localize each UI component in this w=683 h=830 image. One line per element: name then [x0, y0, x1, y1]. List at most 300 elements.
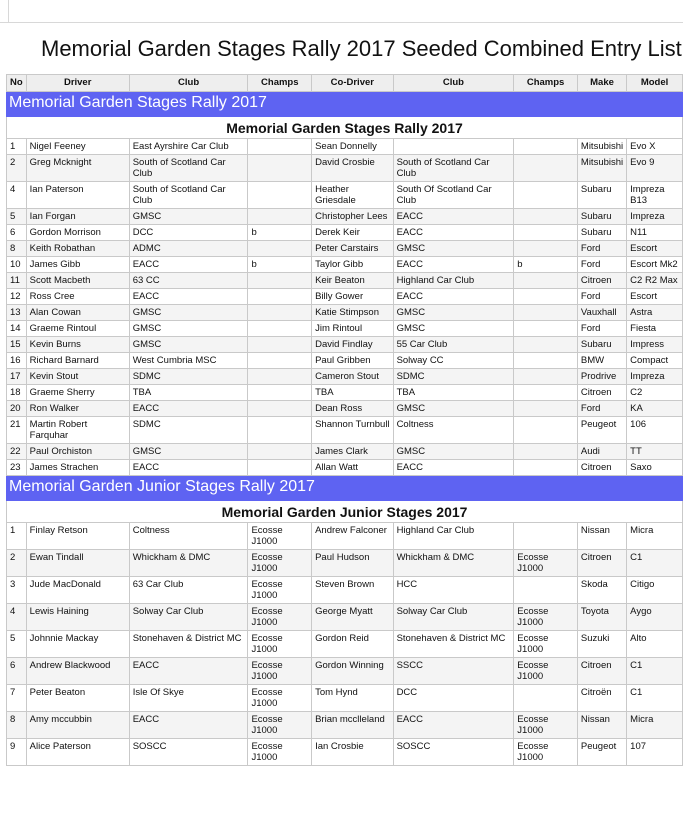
cell-co-club: Solway CC — [393, 353, 514, 369]
cell-champs — [248, 182, 312, 209]
cell-model: N11 — [627, 225, 683, 241]
cell-co-driver: TBA — [312, 385, 393, 401]
cell-co-driver: Taylor Gibb — [312, 257, 393, 273]
cell-co-champs: Ecosse J1000 — [514, 658, 578, 685]
cell-driver: Nigel Feeney — [26, 139, 129, 155]
cell-co-club: EACC — [393, 209, 514, 225]
table-row — [7, 444, 683, 460]
cell-no: 2 — [7, 550, 27, 577]
cell-driver: Peter Beaton — [26, 685, 129, 712]
header-no: No — [7, 75, 27, 92]
cell-no: 8 — [7, 241, 27, 257]
cell-model: Fiesta — [627, 321, 683, 337]
cell-club: SDMC — [129, 417, 248, 444]
cell-co-driver: Tom Hynd — [312, 685, 393, 712]
cell-co-club: GMSC — [393, 444, 514, 460]
cell-champs — [248, 241, 312, 257]
cell-no: 5 — [7, 631, 27, 658]
cell-co-driver: Sean Donnelly — [312, 139, 393, 155]
table-row — [7, 739, 683, 766]
table-row — [7, 155, 683, 182]
cell-model: Escort — [627, 241, 683, 257]
header-model: Model — [627, 75, 683, 92]
cell-co-club: Whickham & DMC — [393, 550, 514, 577]
cell-model: Impreza — [627, 369, 683, 385]
cell-champs — [248, 353, 312, 369]
cell-club: East Ayrshire Car Club — [129, 139, 248, 155]
cell-co-champs — [514, 289, 578, 305]
cell-champs — [248, 305, 312, 321]
cell-make: Nissan — [577, 712, 626, 739]
cell-make: Vauxhall — [577, 305, 626, 321]
cell-make: Nissan — [577, 523, 626, 550]
cell-model: C1 — [627, 658, 683, 685]
cell-driver: Greg Mcknight — [26, 155, 129, 182]
cell-model: Saxo — [627, 460, 683, 476]
cell-no: 4 — [7, 604, 27, 631]
cell-co-driver: Shannon Turnbull — [312, 417, 393, 444]
cell-champs: Ecosse J1000 — [248, 550, 312, 577]
cell-driver: James Gibb — [26, 257, 129, 273]
cell-co-driver: James Clark — [312, 444, 393, 460]
cell-co-club: HCC — [393, 577, 514, 604]
cell-co-club: DCC — [393, 685, 514, 712]
cell-co-driver: Katie Stimpson — [312, 305, 393, 321]
cell-make: Ford — [577, 241, 626, 257]
cell-model: Impreza — [627, 209, 683, 225]
cell-co-driver: Billy Gower — [312, 289, 393, 305]
cell-champs — [248, 460, 312, 476]
cell-driver: Keith Robathan — [26, 241, 129, 257]
cell-co-driver: Dean Ross — [312, 401, 393, 417]
cell-driver: Paul Orchiston — [26, 444, 129, 460]
cell-co-driver: Cameron Stout — [312, 369, 393, 385]
cell-make: Subaru — [577, 182, 626, 209]
cell-co-champs — [514, 460, 578, 476]
cell-make: Ford — [577, 401, 626, 417]
cell-driver: Martin Robert Farquhar — [26, 417, 129, 444]
cell-no: 8 — [7, 712, 27, 739]
table-row — [7, 604, 683, 631]
table-row — [7, 417, 683, 444]
cell-club: EACC — [129, 257, 248, 273]
table-row — [7, 460, 683, 476]
cell-co-champs — [514, 401, 578, 417]
cell-champs — [248, 417, 312, 444]
header-club: Club — [129, 75, 248, 92]
cell-co-champs — [514, 209, 578, 225]
cell-champs: Ecosse J1000 — [248, 712, 312, 739]
cell-co-driver: Allan Watt — [312, 460, 393, 476]
cell-driver: Andrew Blackwood — [26, 658, 129, 685]
cell-co-club: EACC — [393, 460, 514, 476]
cell-co-champs — [514, 337, 578, 353]
table-row — [7, 209, 683, 225]
cell-model: Micra — [627, 523, 683, 550]
cell-no: 23 — [7, 460, 27, 476]
cell-make: Prodrive — [577, 369, 626, 385]
section-banner: Memorial Garden Stages Rally 2017 — [7, 92, 683, 117]
cell-driver: Jude MacDonald — [26, 577, 129, 604]
table-row — [7, 550, 683, 577]
cell-model: Aygo — [627, 604, 683, 631]
cell-no: 21 — [7, 417, 27, 444]
cell-driver: Ron Walker — [26, 401, 129, 417]
cell-club: EACC — [129, 712, 248, 739]
cell-make: Citroen — [577, 273, 626, 289]
header-champs: Champs — [248, 75, 312, 92]
cell-co-driver: Keir Beaton — [312, 273, 393, 289]
cell-co-driver: Christopher Lees — [312, 209, 393, 225]
cell-make: Mitsubishi — [577, 139, 626, 155]
table-row — [7, 369, 683, 385]
cell-driver: Kevin Stout — [26, 369, 129, 385]
cell-co-driver: Paul Gribben — [312, 353, 393, 369]
cell-club: EACC — [129, 401, 248, 417]
cell-champs — [248, 209, 312, 225]
cell-champs: b — [248, 225, 312, 241]
cell-model: 107 — [627, 739, 683, 766]
cell-co-champs: b — [514, 257, 578, 273]
cell-driver: Ewan Tindall — [26, 550, 129, 577]
cell-driver: Graeme Rintoul — [26, 321, 129, 337]
cell-co-champs — [514, 369, 578, 385]
cell-co-champs — [514, 273, 578, 289]
cell-make: Subaru — [577, 225, 626, 241]
cell-make: Peugeot — [577, 739, 626, 766]
cell-co-champs — [514, 139, 578, 155]
cell-co-champs — [514, 225, 578, 241]
cell-club: West Cumbria MSC — [129, 353, 248, 369]
cell-champs — [248, 385, 312, 401]
cell-co-club: EACC — [393, 225, 514, 241]
cell-model: Micra — [627, 712, 683, 739]
cell-make: Citroen — [577, 385, 626, 401]
cell-co-champs — [514, 523, 578, 550]
table-row — [7, 712, 683, 739]
cell-co-champs: Ecosse J1000 — [514, 550, 578, 577]
cell-co-club: TBA — [393, 385, 514, 401]
header-row — [7, 75, 683, 92]
cell-co-champs: Ecosse J1000 — [514, 631, 578, 658]
cell-co-driver: Peter Carstairs — [312, 241, 393, 257]
cell-co-driver: David Findlay — [312, 337, 393, 353]
cell-co-champs — [514, 182, 578, 209]
cell-no: 11 — [7, 273, 27, 289]
cell-model: C1 — [627, 685, 683, 712]
section-heading: Memorial Garden Stages Rally 2017 — [7, 117, 683, 139]
table-body — [7, 92, 683, 766]
cell-co-champs — [514, 353, 578, 369]
cell-model: C2 R2 Max — [627, 273, 683, 289]
cell-make: Citroen — [577, 550, 626, 577]
cell-no: 22 — [7, 444, 27, 460]
cell-co-club: South Of Scotland Car Club — [393, 182, 514, 209]
cell-champs: Ecosse J1000 — [248, 658, 312, 685]
cell-champs — [248, 321, 312, 337]
cell-driver: Lewis Haining — [26, 604, 129, 631]
cell-no: 6 — [7, 225, 27, 241]
table-row — [7, 337, 683, 353]
cell-model: C1 — [627, 550, 683, 577]
cell-champs — [248, 139, 312, 155]
cell-model: Alto — [627, 631, 683, 658]
cell-make: Peugeot — [577, 417, 626, 444]
cell-driver: Alice Paterson — [26, 739, 129, 766]
cell-co-champs: Ecosse J1000 — [514, 739, 578, 766]
cell-no: 5 — [7, 209, 27, 225]
cell-model: Astra — [627, 305, 683, 321]
cell-model: Escort — [627, 289, 683, 305]
cell-champs: Ecosse J1000 — [248, 604, 312, 631]
cell-co-club: EACC — [393, 257, 514, 273]
cell-co-club: Solway Car Club — [393, 604, 514, 631]
cell-co-club: EACC — [393, 712, 514, 739]
cell-club: South of Scotland Car Club — [129, 155, 248, 182]
cell-club: Isle Of Skye — [129, 685, 248, 712]
cell-make: Subaru — [577, 337, 626, 353]
cell-no: 16 — [7, 353, 27, 369]
cell-no: 6 — [7, 658, 27, 685]
cell-club: 63 Car Club — [129, 577, 248, 604]
cell-model: C2 — [627, 385, 683, 401]
cell-co-champs — [514, 577, 578, 604]
cell-co-champs: Ecosse J1000 — [514, 712, 578, 739]
cell-no: 3 — [7, 577, 27, 604]
cell-champs — [248, 289, 312, 305]
cell-make: Toyota — [577, 604, 626, 631]
cell-driver: Kevin Burns — [26, 337, 129, 353]
cell-co-club: Coltness — [393, 417, 514, 444]
table-row — [7, 685, 683, 712]
cell-co-driver: Derek Keir — [312, 225, 393, 241]
cell-no: 1 — [7, 523, 27, 550]
cell-co-driver: Paul Hudson — [312, 550, 393, 577]
header-co-club: Club — [393, 75, 514, 92]
table-row — [7, 305, 683, 321]
cell-club: Solway Car Club — [129, 604, 248, 631]
cell-driver: Johnnie Mackay — [26, 631, 129, 658]
cell-club: 63 CC — [129, 273, 248, 289]
cell-co-driver: Steven Brown — [312, 577, 393, 604]
cell-no: 9 — [7, 739, 27, 766]
cell-make: Ford — [577, 321, 626, 337]
cell-club: GMSC — [129, 444, 248, 460]
table-row — [7, 139, 683, 155]
table-row — [7, 353, 683, 369]
cell-co-club: GMSC — [393, 321, 514, 337]
cell-model: Citigo — [627, 577, 683, 604]
cell-no: 4 — [7, 182, 27, 209]
cell-make: Subaru — [577, 209, 626, 225]
cell-no: 10 — [7, 257, 27, 273]
cell-club: TBA — [129, 385, 248, 401]
cell-co-driver: Brian mcclleland — [312, 712, 393, 739]
table-row — [7, 321, 683, 337]
cell-co-driver: Jim Rintoul — [312, 321, 393, 337]
cell-make: Suzuki — [577, 631, 626, 658]
cell-champs — [248, 444, 312, 460]
table-row — [7, 273, 683, 289]
cell-no: 15 — [7, 337, 27, 353]
cell-co-club: EACC — [393, 289, 514, 305]
cell-model: Escort Mk2 — [627, 257, 683, 273]
cell-driver: James Strachen — [26, 460, 129, 476]
cell-co-club: 55 Car Club — [393, 337, 514, 353]
cell-driver: Ross Cree — [26, 289, 129, 305]
cell-model: TT — [627, 444, 683, 460]
cell-co-driver: Andrew Falconer — [312, 523, 393, 550]
cell-no: 14 — [7, 321, 27, 337]
cell-champs: Ecosse J1000 — [248, 631, 312, 658]
cell-champs: Ecosse J1000 — [248, 685, 312, 712]
cell-make: Audi — [577, 444, 626, 460]
cell-co-club: GMSC — [393, 305, 514, 321]
cell-club: ADMC — [129, 241, 248, 257]
cell-make: Citroen — [577, 460, 626, 476]
cell-co-champs — [514, 321, 578, 337]
cell-champs: Ecosse J1000 — [248, 577, 312, 604]
cell-club: South of Scotland Car Club — [129, 182, 248, 209]
cell-co-club: SOSCC — [393, 739, 514, 766]
cell-champs: Ecosse J1000 — [248, 739, 312, 766]
header-make: Make — [577, 75, 626, 92]
cell-co-club — [393, 139, 514, 155]
cell-club: Coltness — [129, 523, 248, 550]
cell-driver: Richard Barnard — [26, 353, 129, 369]
section-heading-row — [7, 117, 683, 139]
section-banner: Memorial Garden Junior Stages Rally 2017 — [7, 476, 683, 501]
cell-co-club: SDMC — [393, 369, 514, 385]
table-row — [7, 401, 683, 417]
cell-driver: Amy mccubbin — [26, 712, 129, 739]
cell-co-club: Stonehaven & District MC — [393, 631, 514, 658]
cell-no: 18 — [7, 385, 27, 401]
cell-driver: Ian Forgan — [26, 209, 129, 225]
cell-co-driver: George Myatt — [312, 604, 393, 631]
cell-no: 20 — [7, 401, 27, 417]
page-title: Memorial Garden Stages Rally 2017 Seeded Combined Entry List — [41, 36, 682, 61]
cell-model: Evo X — [627, 139, 683, 155]
section-heading-row — [7, 501, 683, 523]
cell-no: 1 — [7, 139, 27, 155]
cell-make: Skoda — [577, 577, 626, 604]
cell-model: KA — [627, 401, 683, 417]
cell-champs — [248, 369, 312, 385]
cell-model: Compact — [627, 353, 683, 369]
header-driver: Driver — [26, 75, 129, 92]
cell-co-champs — [514, 685, 578, 712]
header-co-driver: Co-Driver — [312, 75, 393, 92]
table-row — [7, 385, 683, 401]
cell-driver: Finlay Retson — [26, 523, 129, 550]
cell-champs: Ecosse J1000 — [248, 523, 312, 550]
table-row — [7, 523, 683, 550]
cell-model: Evo 9 — [627, 155, 683, 182]
cell-no: 12 — [7, 289, 27, 305]
section-banner-row — [7, 92, 683, 117]
cell-club: SDMC — [129, 369, 248, 385]
cell-co-driver: Gordon Reid — [312, 631, 393, 658]
cell-make: Citroën — [577, 685, 626, 712]
cell-driver: Scott Macbeth — [26, 273, 129, 289]
cell-no: 13 — [7, 305, 27, 321]
cell-make: BMW — [577, 353, 626, 369]
cell-no: 7 — [7, 685, 27, 712]
cell-co-driver: Heather Griesdale — [312, 182, 393, 209]
cell-club: GMSC — [129, 209, 248, 225]
cell-club: SOSCC — [129, 739, 248, 766]
section-banner-row — [7, 476, 683, 501]
header-co-champs: Champs — [514, 75, 578, 92]
table-row — [7, 241, 683, 257]
cell-co-club: GMSC — [393, 401, 514, 417]
cell-champs — [248, 273, 312, 289]
cell-co-champs — [514, 444, 578, 460]
cell-club: EACC — [129, 658, 248, 685]
cell-co-club: SSCC — [393, 658, 514, 685]
cell-co-driver: Ian Crosbie — [312, 739, 393, 766]
cell-champs: b — [248, 257, 312, 273]
table-row — [7, 577, 683, 604]
cell-co-driver: Gordon Winning — [312, 658, 393, 685]
cell-club: Whickham & DMC — [129, 550, 248, 577]
cell-co-champs — [514, 385, 578, 401]
cell-co-champs — [514, 241, 578, 257]
cell-model: Impreza B13 — [627, 182, 683, 209]
cell-champs — [248, 401, 312, 417]
cell-champs — [248, 155, 312, 182]
table-row — [7, 257, 683, 273]
cell-co-driver: David Crosbie — [312, 155, 393, 182]
cell-make: Mitsubishi — [577, 155, 626, 182]
cell-model: 106 — [627, 417, 683, 444]
cell-club: GMSC — [129, 337, 248, 353]
cell-driver: Graeme Sherry — [26, 385, 129, 401]
cell-co-club: GMSC — [393, 241, 514, 257]
table-row — [7, 289, 683, 305]
cell-no: 17 — [7, 369, 27, 385]
cell-no: 2 — [7, 155, 27, 182]
cell-club: EACC — [129, 289, 248, 305]
cell-model: Impress — [627, 337, 683, 353]
cell-club: DCC — [129, 225, 248, 241]
cell-co-champs — [514, 417, 578, 444]
cell-co-club: South of Scotland Car Club — [393, 155, 514, 182]
table-row — [7, 225, 683, 241]
cell-driver: Alan Cowan — [26, 305, 129, 321]
cell-co-champs: Ecosse J1000 — [514, 604, 578, 631]
cell-champs — [248, 337, 312, 353]
cell-co-club: Highland Car Club — [393, 523, 514, 550]
entry-list-table — [6, 74, 683, 766]
cell-co-champs — [514, 305, 578, 321]
cell-club: Stonehaven & District MC — [129, 631, 248, 658]
table-row — [7, 631, 683, 658]
cell-club: GMSC — [129, 321, 248, 337]
section-heading: Memorial Garden Junior Stages 2017 — [7, 501, 683, 523]
cell-club: GMSC — [129, 305, 248, 321]
cell-club: EACC — [129, 460, 248, 476]
cell-co-club: Highland Car Club — [393, 273, 514, 289]
cell-driver: Ian Paterson — [26, 182, 129, 209]
cell-make: Citroen — [577, 658, 626, 685]
cell-make: Ford — [577, 257, 626, 273]
table-row — [7, 182, 683, 209]
cell-co-champs — [514, 155, 578, 182]
table-row — [7, 658, 683, 685]
cell-make: Ford — [577, 289, 626, 305]
